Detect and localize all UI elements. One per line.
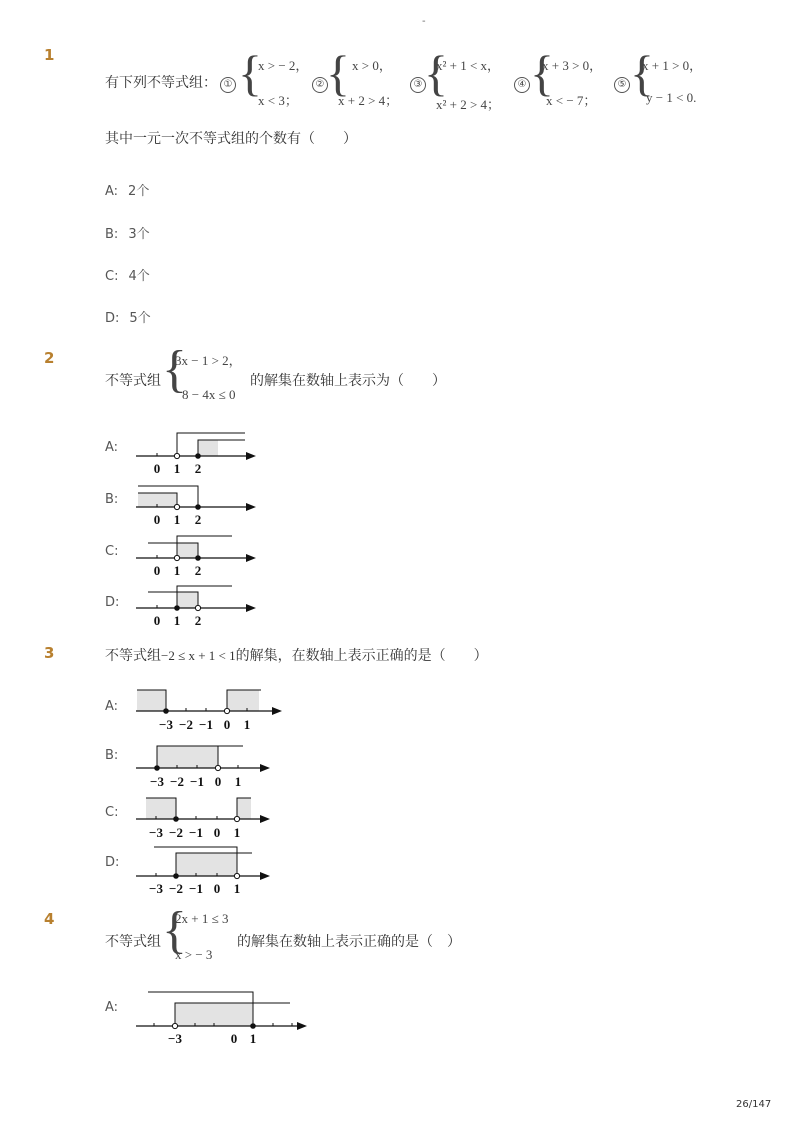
q2-option-b-label[interactable]: B: (105, 492, 119, 507)
tick-label: 1 (173, 461, 181, 476)
question-number-2: 2 (44, 349, 55, 367)
tick-label: 0 (153, 461, 161, 476)
header-mark: - (422, 16, 426, 27)
question-number-3: 3 (44, 644, 55, 662)
q3-option-d-numberline (130, 842, 280, 894)
q1-sys2-line2: x + 2 > 4； (338, 93, 399, 108)
q3-stem: 不等式组−2 ≤ x + 1 < 1的解集，在数轴上表示正确的是（ ） (105, 648, 488, 664)
q3-option-c-numberline (130, 792, 280, 842)
q4-stem-suffix: 的解集在数轴上表示正确的是（ ） (237, 934, 461, 950)
tick-label: 1 (173, 613, 181, 628)
q4-stem-prefix: 不等式组 (105, 934, 161, 950)
tick-label: 2 (194, 613, 202, 628)
q1-option-b[interactable]: B: 3个 (105, 227, 150, 242)
q3-option-b-numberline (130, 738, 280, 788)
question-number-1: 1 (44, 46, 55, 64)
tick-label: −1 (199, 717, 213, 732)
tick-label: −1 (189, 825, 203, 840)
q2-option-c-numberline (130, 530, 260, 578)
q3-option-d-label[interactable]: D: (105, 855, 120, 870)
tick-label: 1 (233, 881, 241, 894)
q1-stem2: 其中一元一次不等式组的个数有（ ） (105, 131, 357, 147)
q2-stem-prefix: 不等式组 (105, 373, 161, 389)
q1-sys2-line1: x > 0， (352, 58, 392, 73)
q2-sys-line1: 3x − 1 > 2， (175, 353, 242, 368)
q1-sys4-line1: x + 3 > 0， (542, 58, 603, 73)
q2-brace: { (162, 341, 187, 398)
q1-brace-4: { (530, 45, 554, 101)
tick-label: −3 (150, 774, 164, 788)
q1-brace-5: { (630, 45, 654, 101)
tick-label: −2 (170, 774, 184, 788)
q3-option-c-label[interactable]: C: (105, 805, 119, 820)
q4-brace: { (162, 902, 187, 959)
tick-label: 0 (153, 613, 161, 628)
q4-option-a-label[interactable]: A: (105, 1000, 119, 1015)
q1-stem: 有下列不等式组： (105, 75, 217, 91)
q2-option-b-numberline (130, 480, 260, 528)
question-number-4: 4 (44, 910, 55, 928)
tick-label: 1 (173, 512, 181, 527)
tick-label: −3 (159, 717, 173, 732)
q1-sys3-line2: x² + 2 > 4； (436, 97, 501, 112)
q1-sys5-line1: x + 1 > 0， (642, 58, 703, 73)
tick-label: −1 (189, 881, 203, 894)
q1-sys4-line2: x < − 7； (546, 93, 597, 108)
q2-option-a-numberline (130, 428, 260, 476)
tick-label: −2 (169, 825, 183, 840)
tick-label: −1 (190, 774, 204, 788)
q1-brace-3: { (424, 45, 448, 101)
q1-brace-2: { (326, 45, 350, 101)
q1-option-d[interactable]: D: 5个 (105, 311, 151, 326)
q1-mark-3: ③ (410, 72, 426, 93)
q1-sys1-line2: x < 3； (258, 93, 298, 108)
q1-option-a[interactable]: A: 2个 (105, 184, 150, 199)
tick-label: 1 (233, 825, 241, 840)
tick-label: 0 (153, 563, 161, 578)
q2-option-d-label[interactable]: D: (105, 595, 120, 610)
q3-option-b-label[interactable]: B: (105, 748, 119, 763)
page-number: 26/147 (736, 1099, 772, 1110)
tick-label: −3 (149, 881, 163, 894)
q1-sys1-line1: x > − 2， (258, 58, 309, 73)
tick-label: 0 (153, 512, 161, 527)
q2-stem-suffix: 的解集在数轴上表示为（ ） (250, 373, 446, 389)
q2-option-d-numberline (130, 581, 260, 629)
tick-label: −2 (179, 717, 193, 732)
tick-label: 2 (194, 461, 202, 476)
q1-mark-1: ① (220, 72, 236, 93)
q4-sys-line1: 2x + 1 ≤ 3 (175, 911, 229, 926)
tick-label: 1 (173, 563, 181, 578)
tick-label: −3 (168, 1031, 182, 1045)
tick-label: 2 (194, 512, 202, 527)
q3-option-a-label[interactable]: A: (105, 699, 119, 714)
tick-label: 0 (230, 1031, 238, 1045)
tick-label: 1 (243, 717, 251, 732)
q4-sys-line2: x > − 3 (175, 947, 213, 962)
q1-brace-1: { (238, 45, 262, 101)
q2-option-a-label[interactable]: A: (105, 440, 119, 455)
q4-option-a-numberline (130, 985, 315, 1045)
q3-option-a-numberline (130, 684, 290, 734)
tick-label: −2 (169, 881, 183, 894)
q2-option-c-label[interactable]: C: (105, 544, 119, 559)
tick-label: −3 (149, 825, 163, 840)
tick-label: 0 (213, 881, 221, 894)
tick-label: 1 (234, 774, 242, 788)
tick-label: 0 (223, 717, 231, 732)
tick-label: 0 (213, 825, 221, 840)
q1-sys3-line1: x² + 1 < x， (436, 58, 501, 73)
q1-mark-4: ④ (514, 72, 530, 93)
q1-mark-2: ② (312, 72, 328, 93)
tick-label: 0 (214, 774, 222, 788)
q2-sys-line2: 8 − 4x ≤ 0 (182, 387, 236, 402)
tick-label: 1 (249, 1031, 257, 1045)
q1-sys5-line2: y − 1 < 0. (646, 90, 697, 105)
q1-option-c[interactable]: C: 4个 (105, 269, 150, 284)
tick-label: 2 (194, 563, 202, 578)
q1-mark-5: ⑤ (614, 72, 630, 93)
